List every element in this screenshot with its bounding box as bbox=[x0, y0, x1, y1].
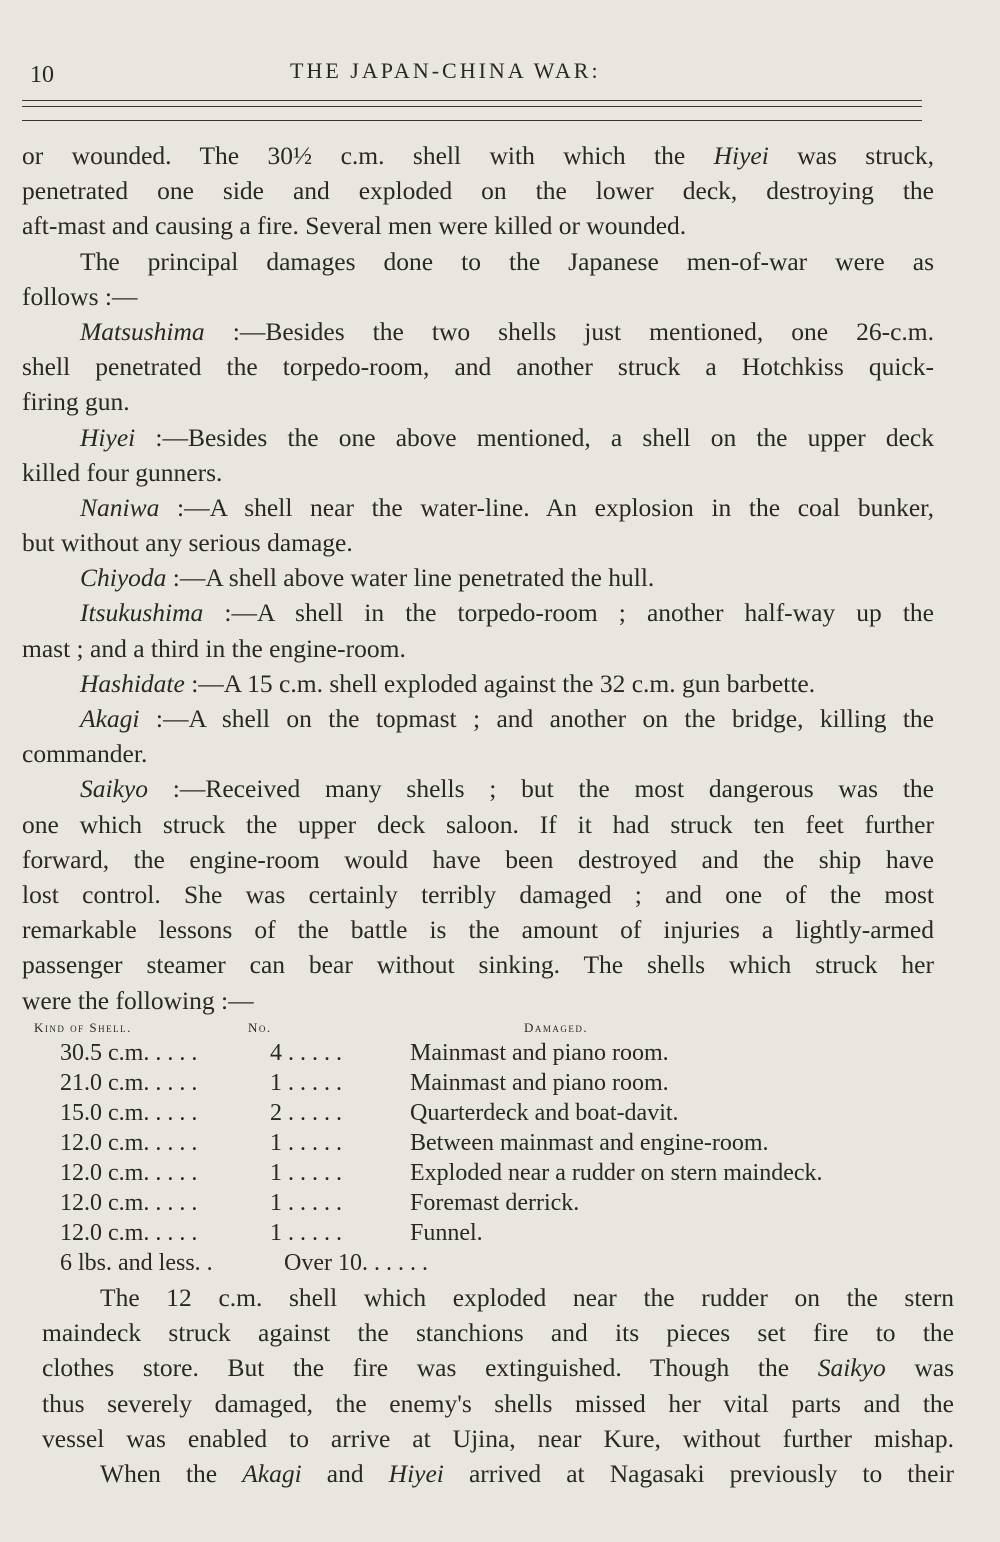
table-row bbox=[34, 1038, 954, 1068]
table-row bbox=[34, 1248, 954, 1278]
text-line: When the Akagi and Hiyei arrived at Nagasaki previously to their bbox=[100, 1458, 955, 1488]
text-line: maindeck struck against the stanchions and its pieces set fire to the bbox=[42, 1318, 954, 1348]
ship-name: Hiyei bbox=[713, 141, 769, 170]
running-head: THE JAPAN-CHINA WAR: bbox=[290, 58, 601, 83]
shell-damage: Funnel. bbox=[410, 1220, 483, 1246]
ship-entry-itsukushima: Itsukushima :—A shell in the torpedo-room ; another half-way up the bbox=[80, 598, 935, 628]
text-line: penetrated one side and exploded on the lower deck, destroying the bbox=[22, 176, 934, 206]
shell-kind: 12.0 c.m. . . . . bbox=[60, 1220, 198, 1246]
text-line: clothes store. But the fire was extinguished. Though the Saikyo was bbox=[42, 1353, 955, 1383]
header-rule bbox=[22, 106, 922, 107]
table-row bbox=[34, 1158, 954, 1188]
ship-name: Hiyei bbox=[388, 1458, 444, 1488]
text-line: forward, the engine-room would have been destroyed and the ship have bbox=[22, 844, 934, 874]
column-header-kind: Kind of Shell. bbox=[34, 1020, 132, 1035]
shell-count: 1 . . . . . bbox=[270, 1160, 342, 1186]
ship-name: Saikyo bbox=[80, 774, 148, 804]
shell-kind: 12.0 c.m. . . . . bbox=[60, 1160, 198, 1186]
shell-count: 1 . . . . . bbox=[270, 1070, 342, 1096]
shell-kind: 6 lbs. and less. . bbox=[60, 1250, 213, 1276]
shell-count: 1 . . . . . bbox=[270, 1220, 342, 1246]
ship-name: Matsushima bbox=[80, 316, 205, 346]
ship-name: Saikyo bbox=[817, 1353, 886, 1383]
text-line: mast ; and a third in the engine-room. bbox=[22, 633, 406, 663]
ship-name: Hashidate bbox=[80, 668, 185, 698]
table-row bbox=[34, 1098, 954, 1128]
shell-kind: 12.0 c.m. . . . . bbox=[60, 1190, 198, 1216]
text-line: The principal damages done to the Japanese men-of-war were as bbox=[80, 246, 934, 276]
page-number: 10 bbox=[30, 62, 54, 88]
ship-name: Chiyoda bbox=[80, 563, 167, 593]
text-line: were the following :— bbox=[22, 985, 254, 1015]
text-line: follows :— bbox=[22, 281, 138, 311]
text-line: one which struck the upper deck saloon. If it had struck ten feet further bbox=[22, 809, 934, 839]
ship-entry-matsushima: Matsushima :—Besides the two shells just mentioned, one 26-c.m. bbox=[80, 316, 934, 346]
ship-name: Hiyei bbox=[80, 422, 136, 452]
text-line: thus severely damaged, the enemy's shells missed her vital parts and the bbox=[42, 1388, 954, 1418]
ship-entry-hiyei: Hiyei :—Besides the one above mentioned, a shell on the upper deck bbox=[80, 422, 934, 452]
text-line: shell penetrated the torpedo-room, and another struck a Hotchkiss quick- bbox=[22, 352, 934, 382]
shell-kind: 15.0 c.m. . . . . bbox=[60, 1100, 198, 1126]
text-line: aft-mast and causing a fire. Several men were killed or wounded. bbox=[22, 211, 687, 241]
text-line: killed four gunners. bbox=[22, 457, 223, 487]
ship-entry-saikyo: Saikyo :—Received many shells ; but the most dangerous was the bbox=[80, 774, 934, 804]
header-rule bbox=[22, 100, 922, 101]
shell-count: 4 . . . . . bbox=[270, 1040, 342, 1066]
shell-kind: 30.5 c.m. . . . . bbox=[60, 1040, 198, 1066]
text-line: The 12 c.m. shell which exploded near the rudder on the stern bbox=[100, 1283, 954, 1312]
ship-entry-hashidate: Hashidate :—A 15 c.m. shell exploded against the 32 c.m. gun barbette. bbox=[80, 668, 816, 698]
ship-name: Naniwa bbox=[80, 492, 160, 522]
shell-count: 1 . . . . . bbox=[270, 1190, 342, 1216]
shell-count: Over 10. . . . . . bbox=[284, 1250, 428, 1276]
header-rule bbox=[22, 120, 922, 121]
text-line: or wounded. The 30½ c.m. shell with which the Hiyei was struck, bbox=[22, 141, 935, 170]
text-line: lost control. She was certainly terribly damaged ; and one of the most bbox=[22, 879, 934, 909]
text-line: but without any serious damage. bbox=[22, 528, 353, 558]
shell-damage: Quarterdeck and boat-davit. bbox=[410, 1100, 679, 1126]
table-row bbox=[34, 1188, 954, 1218]
shell-damage: Mainmast and piano room. bbox=[410, 1070, 669, 1096]
shell-damage: Between mainmast and engine-room. bbox=[410, 1130, 769, 1156]
shell-damage: Foremast derrick. bbox=[410, 1190, 580, 1216]
shell-damage: Exploded near a rudder on stern maindeck. bbox=[410, 1160, 823, 1186]
ship-name: Akagi bbox=[80, 704, 140, 733]
column-header-no: No. bbox=[248, 1020, 272, 1035]
text-line: passenger steamer can bear without sinking. The shells which struck her bbox=[22, 950, 934, 980]
text-line: commander. bbox=[22, 739, 148, 769]
shell-count: 1 . . . . . bbox=[270, 1130, 342, 1156]
column-header-damaged: Damaged. bbox=[524, 1020, 589, 1035]
ship-name: Akagi bbox=[242, 1458, 302, 1488]
ship-name: Itsukushima bbox=[80, 598, 204, 628]
text-line: remarkable lessons of the battle is the amount of injuries a lightly-armed bbox=[22, 915, 934, 945]
shell-count: 2 . . . . . bbox=[270, 1100, 342, 1126]
ship-entry-akagi: Akagi :—A shell on the topmast ; and another on the bridge, killing the bbox=[80, 704, 934, 733]
shell-kind: 21.0 c.m. . . . . bbox=[60, 1070, 198, 1096]
body-text-lower bbox=[42, 1280, 954, 1491]
shell-kind: 12.0 c.m. . . . . bbox=[60, 1130, 198, 1156]
shell-damage: Mainmast and piano room. bbox=[410, 1040, 669, 1066]
table-row bbox=[34, 1068, 954, 1098]
ship-entry-chiyoda: Chiyoda :—A shell above water line penetrated the hull. bbox=[80, 563, 655, 593]
text-line: firing gun. bbox=[22, 387, 130, 417]
table-row bbox=[34, 1128, 954, 1158]
body-text-upper bbox=[22, 138, 934, 1018]
text-line: vessel was enabled to arrive at Ujina, near Kure, without further mishap. bbox=[42, 1423, 954, 1453]
ship-entry-naniwa: Naniwa :—A shell near the water-line. An explosion in the coal bunker, bbox=[80, 492, 934, 522]
table-row bbox=[34, 1218, 954, 1248]
